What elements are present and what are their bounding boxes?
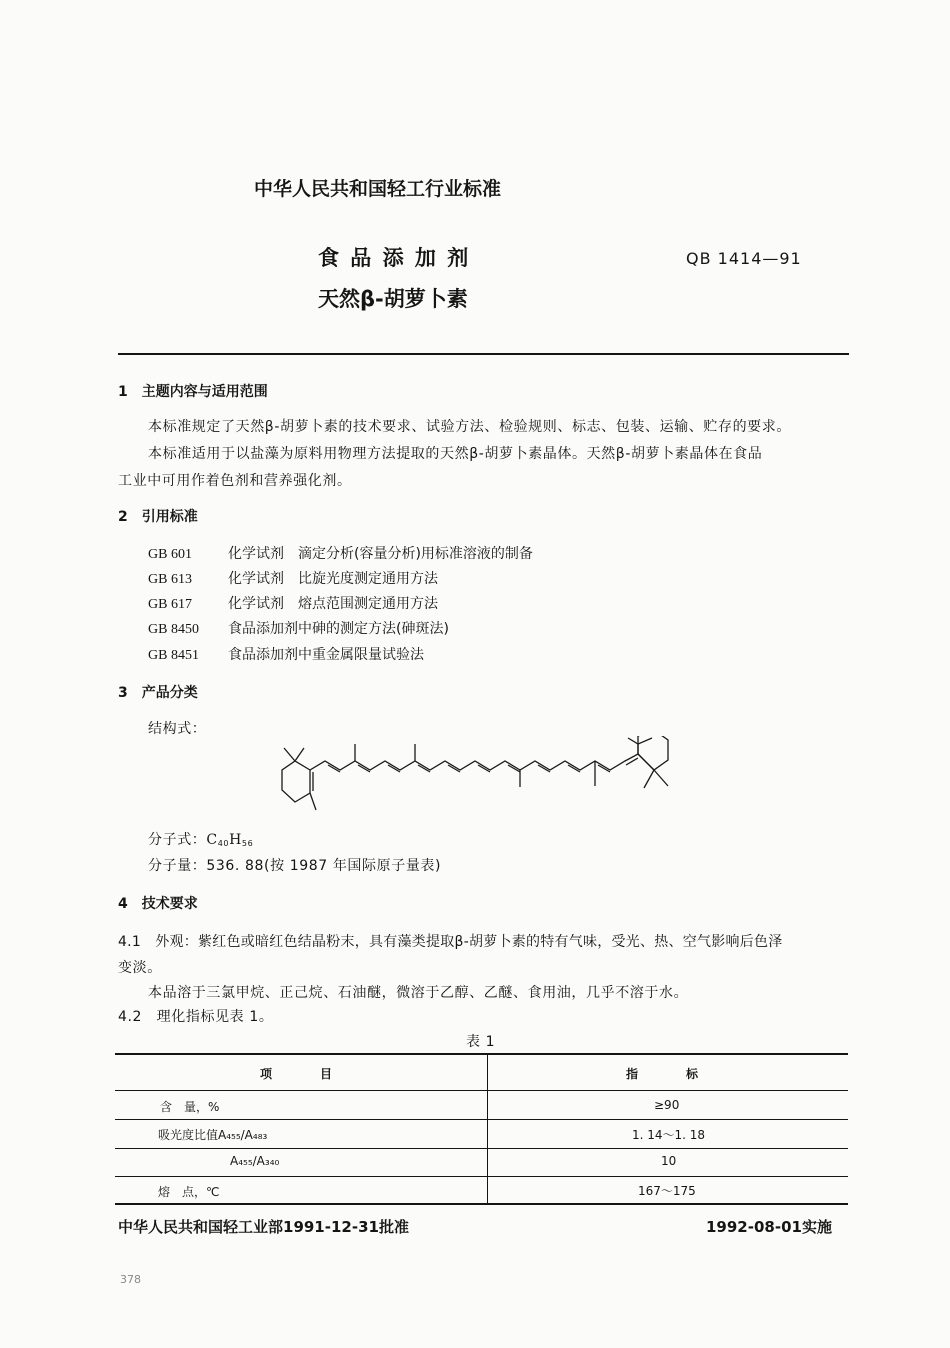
- standard-title: 中华人民共和国轻工行业标准: [254, 178, 502, 200]
- reference-item: GB 601 化学试剂 滴定分析(容量分析)用标准溶液的制备: [148, 546, 533, 562]
- product-title: 食 品 添 加 剂: [318, 246, 471, 270]
- table-row-value: 10: [661, 1154, 677, 1168]
- section-2-heading: 2 引用标准: [118, 509, 198, 525]
- beta-carotene-structure: [270, 736, 690, 836]
- polyene-chain: [310, 754, 638, 770]
- table-column-divider: [487, 1053, 488, 1203]
- table-row-item: 吸光度比值A₄₅₅/A₄₈₃: [158, 1128, 268, 1142]
- effective-date: 1992-08-01实施: [706, 1218, 832, 1236]
- table-header-index: 指 标: [626, 1067, 699, 1081]
- header-rule: [118, 353, 849, 355]
- clause-4-1-solubility: 本品溶于三氯甲烷、正己烷、石油醚，微溶于乙醇、乙醚、食用油，几乎不溶于水。: [148, 985, 689, 1001]
- clause-4-1-cont: 变淡。: [118, 960, 162, 976]
- right-ring-methyl: [644, 770, 654, 788]
- table-row-item: A₄₅₅/A₃₄₀: [230, 1154, 280, 1168]
- table-row-value: 167～175: [638, 1184, 696, 1198]
- section-3-heading: 3 产品分类: [118, 685, 198, 701]
- table-header-item: 项 目: [260, 1067, 333, 1081]
- issuer-line: 中华人民共和国轻工业部1991-12-31批准: [118, 1218, 409, 1236]
- reference-item: GB 8451 食品添加剂中重金属限量试验法: [148, 647, 424, 663]
- table-row-item: 含 量，%: [160, 1100, 220, 1114]
- standard-code: QB 1414—91: [686, 249, 802, 268]
- table-row-value: ≥90: [654, 1098, 680, 1112]
- table-row-item: 熔 点，℃: [158, 1185, 220, 1199]
- molecular-mass: 分子量：536. 88(按 1987 年国际原子量表): [148, 858, 442, 874]
- table-row-rule: [115, 1176, 848, 1177]
- table-row-rule: [115, 1148, 848, 1149]
- section-1-paragraph-2: 本标准适用于以盐藻为原料用物理方法提取的天然β-胡萝卜素晶体。天然β-胡萝卜素晶体在食品: [148, 446, 763, 462]
- left-ring-methyl: [310, 793, 316, 810]
- table-top-rule: [115, 1053, 848, 1055]
- page-number: 378: [120, 1273, 141, 1286]
- product-subtitle: 天然β-胡萝卜素: [318, 287, 468, 311]
- right-ring: [638, 736, 668, 770]
- table-row-rule: [115, 1119, 848, 1120]
- structure-label: 结构式：: [148, 721, 207, 737]
- reference-item: GB 613 化学试剂 比旋光度测定通用方法: [148, 571, 438, 587]
- left-ring-methyl: [284, 748, 295, 761]
- reference-item: GB 617 化学试剂 熔点范围测定通用方法: [148, 596, 438, 612]
- section-4-heading: 4 技术要求: [118, 896, 198, 912]
- section-1-paragraph-2-cont: 工业中可用作着色剂和营养强化剂。: [118, 473, 352, 489]
- left-ring: [282, 761, 310, 802]
- clause-4-1: 4.1 外观：紫红色或暗红色结晶粉末，具有藻类提取β-胡萝卜素的特有气味，受光、热、空气影响后色泽: [118, 934, 783, 950]
- molecular-formula: 分子式：$C_{40}H_{56}$: [148, 832, 254, 848]
- table-header-rule: [115, 1090, 848, 1091]
- clause-4-2: 4.2 理化指标见表 1。: [118, 1009, 274, 1025]
- table-caption: 表 1: [466, 1034, 496, 1050]
- left-ring-methyl: [295, 748, 304, 761]
- section-1-heading: 1 主题内容与适用范围: [118, 384, 268, 400]
- right-ring-methyl: [628, 738, 638, 744]
- section-1-paragraph-1: 本标准规定了天然β-胡萝卜素的技术要求、试验方法、检验规则、标志、包装、运输、贮存的要求。: [148, 419, 791, 435]
- footer-rule: [115, 1203, 848, 1205]
- reference-item: GB 8450 食品添加剂中砷的测定方法(砷斑法): [148, 621, 449, 637]
- table-row-value: 1. 14～1. 18: [632, 1128, 706, 1142]
- right-ring-methyl: [654, 770, 668, 786]
